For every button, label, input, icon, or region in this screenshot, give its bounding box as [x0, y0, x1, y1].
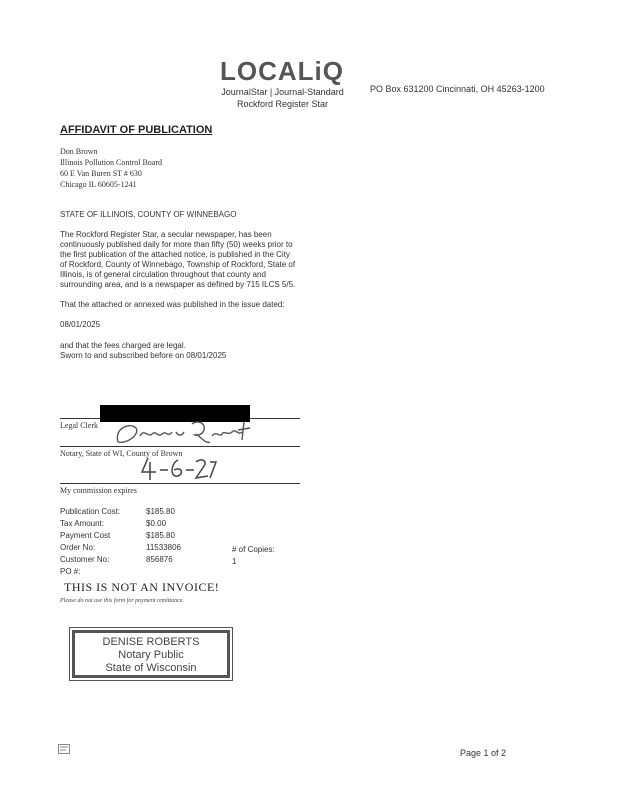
payment-cost-label: Payment Cost: [60, 531, 111, 540]
publication-names: [215, 86, 350, 110]
clerk-signature: [110, 418, 260, 450]
not-invoice-notice: THIS IS NOT AN INVOICE!: [64, 580, 220, 594]
handwritten-expiry-date: [138, 454, 218, 482]
publication-cost-value: $185.80: [146, 507, 175, 516]
commission-label: My commission expires: [60, 486, 137, 495]
publications-line-2: Rockford Register Star: [236, 99, 329, 109]
recipient-street: 60 E Van Buren ST # 630: [60, 169, 142, 178]
publication-cost-label: Publication Cost:: [60, 507, 121, 516]
document-title: AFFIDAVIT OF PUBLICATION: [60, 124, 213, 136]
stamp-title: Notary Public: [118, 649, 184, 661]
affidavit-line: Illinois, is of general circulation throughout that county and: [60, 270, 266, 279]
po-label: PO #:: [60, 567, 81, 576]
recipient-name: Don Brown: [60, 147, 98, 156]
affidavit-line: The Rockford Register Star, a secular newspaper, has been: [60, 230, 272, 239]
notary-stamp: [72, 630, 230, 678]
cost-row: [60, 554, 181, 566]
recipient-city: Chicago IL 60605-1241: [60, 180, 137, 189]
legal-clerk-label: Legal Clerk: [60, 421, 98, 430]
localiq-logo: LOCALiQ: [220, 56, 344, 86]
customer-no-value: 856876: [146, 555, 173, 564]
issue-date: 08/01/2025: [60, 320, 101, 329]
document-icon: [58, 744, 70, 754]
cost-row: [60, 566, 181, 578]
fees-statement: [60, 341, 226, 361]
copies-block: [232, 544, 275, 568]
publications-line-1: JournalStar | Journal-Standard: [221, 87, 344, 97]
commission-line: [60, 483, 300, 484]
customer-no-label: Customer No:: [60, 555, 110, 564]
order-no-value: 11533806: [146, 543, 181, 552]
page-number: Page 1 of 2: [460, 748, 507, 758]
affidavit-line: of Rockford, County of Winnebago, Township of Rockford, State of: [60, 260, 296, 269]
affidavit-line: continuously published daily for more than fifty (50) weeks prior to: [60, 240, 293, 249]
affidavit-paragraph: [60, 230, 322, 290]
cost-row: [60, 518, 181, 530]
affidavit-line: the first publication of the attached notice, is published in the City: [60, 250, 290, 259]
published-note: That the attached or annexed was published in the issue dated:: [60, 300, 285, 309]
payment-remittance-note: Please do not use this form for payment remittance.: [60, 598, 184, 604]
copies-label: # of Copies:: [232, 545, 275, 554]
cost-row: [60, 506, 181, 518]
stamp-state: State of Wisconsin: [105, 662, 197, 674]
cost-row: [60, 530, 181, 542]
order-no-label: Order No:: [60, 543, 96, 552]
stamp-name: DENISE ROBERTS: [102, 636, 200, 648]
copies-value: 1: [232, 557, 237, 566]
costs-table: [60, 506, 181, 578]
state-county-line: STATE OF ILLINOIS, COUNTY OF WINNEBAGO: [60, 210, 237, 219]
recipient-block: [60, 146, 162, 190]
fees-line-1: and that the fees charged are legal.: [60, 341, 186, 350]
affidavit-line: surrounding area, and is a newspaper as defined by 715 ILCS 5/5.: [60, 280, 296, 289]
recipient-org: Illinois Pollution Control Board: [60, 158, 163, 167]
payment-cost-value: $185.80: [146, 531, 175, 540]
tax-amount-value: $0.00: [146, 519, 167, 528]
cost-row: [60, 542, 181, 554]
fees-line-2: Sworn to and subscribed before on 08/01/2025: [60, 351, 227, 360]
tax-amount-label: Tax Amount:: [60, 519, 105, 528]
company-address: PO Box 631200 Cincinnati, OH 45263-1200: [370, 84, 545, 94]
notary-label: Notary, State of WI, County of Brown: [60, 449, 183, 458]
